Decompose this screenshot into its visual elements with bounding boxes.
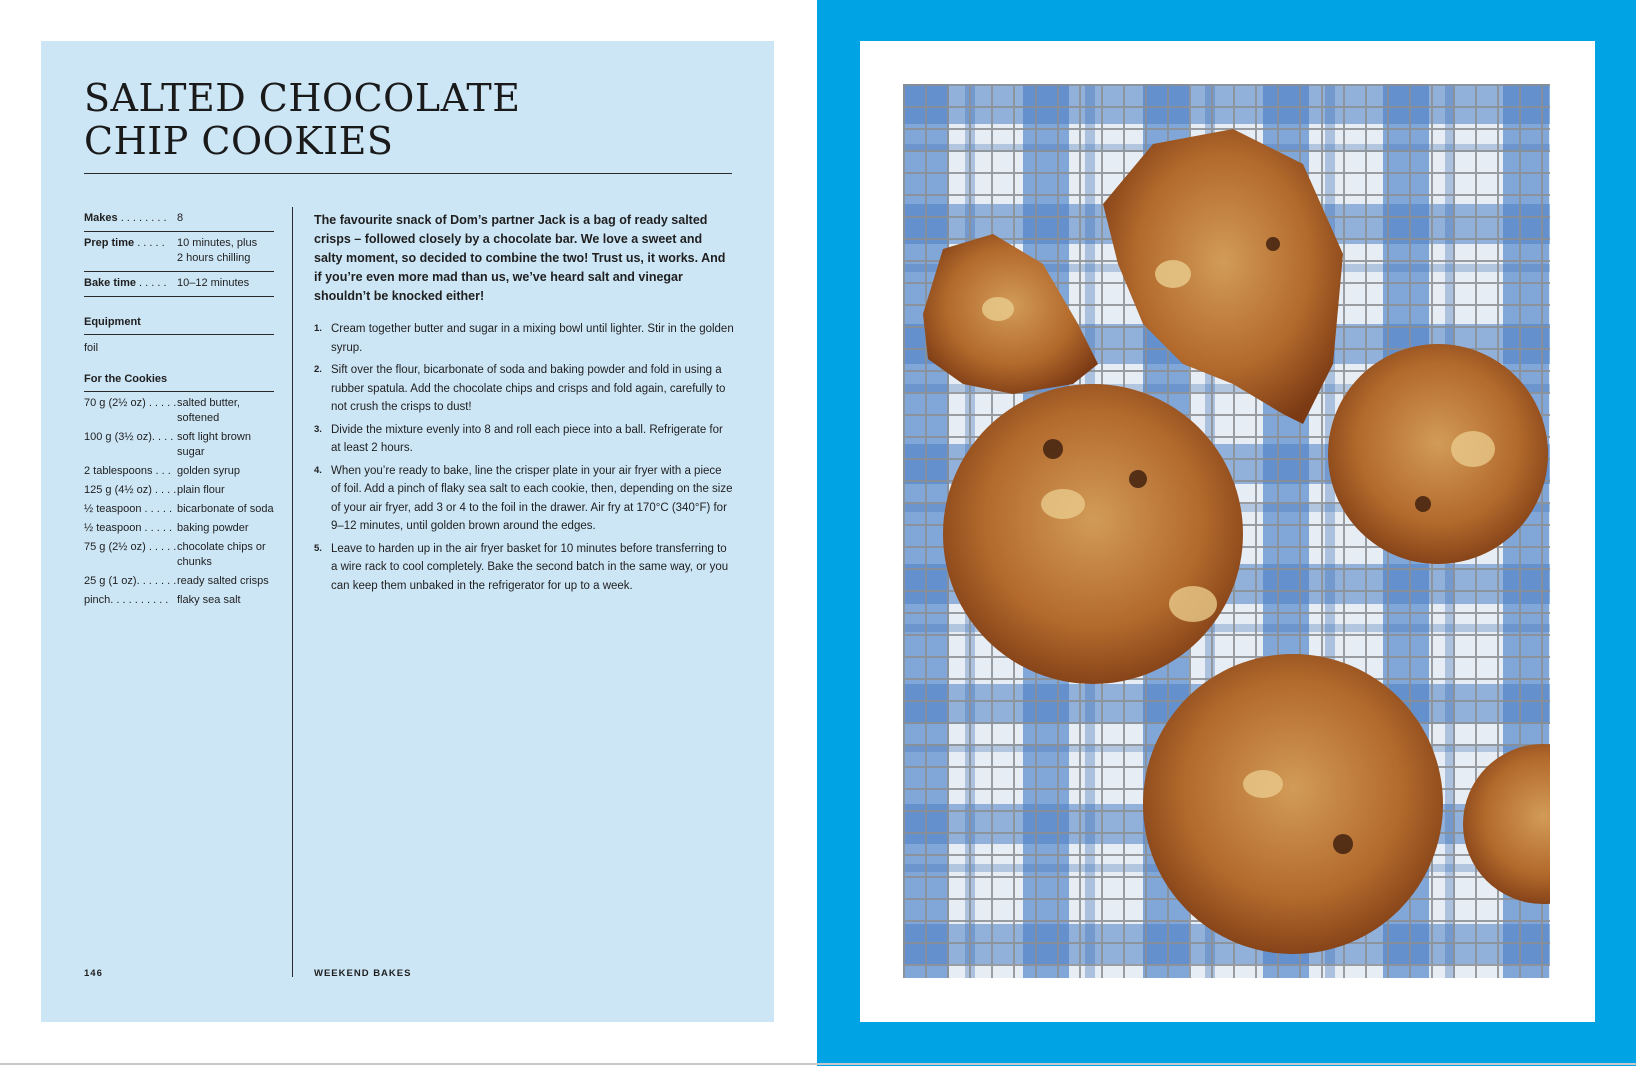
step-number: 2.: [314, 364, 322, 375]
bottom-rule: [0, 1063, 1636, 1065]
ingredient-name: ready salted crisps: [177, 575, 269, 587]
right-page: [817, 0, 1636, 1066]
ingredient-name: plain flour: [177, 484, 225, 496]
leader-dots: . . . . . . . .: [117, 212, 167, 224]
ingredient-quantity: 100 g (3½ oz). . . .: [84, 431, 174, 443]
recipe-title: [84, 77, 734, 163]
ingredient-row: [84, 430, 274, 460]
method-step: [314, 320, 734, 357]
ingredient-name: soft light brown sugar: [177, 431, 251, 458]
ingredient-row: [84, 521, 274, 536]
ingredient-row: [84, 396, 274, 426]
equipment-item: foil: [84, 342, 99, 354]
title-rule: [84, 173, 732, 174]
chocolate-chip: [1043, 439, 1063, 459]
ingredient-quantity: 70 g (2½ oz) . . . . .: [84, 397, 177, 409]
method-step: [314, 462, 734, 536]
meta-prep-time: [84, 232, 274, 272]
method-step: [314, 540, 734, 596]
step-text: Cream together butter and sugar in a mixing bowl until lighter. Stir in the golden syrup.: [331, 323, 734, 354]
meta-bake-time: [84, 272, 274, 297]
ingredient-row: [84, 540, 274, 570]
crisp-piece: [1451, 431, 1495, 467]
chocolate-chip: [1129, 470, 1147, 488]
cookies-photo: [903, 84, 1550, 978]
leader-dots: . . . . .: [134, 237, 165, 249]
meta-value: 8: [177, 212, 184, 224]
cookie-left: [943, 384, 1243, 684]
ingredient-name: flaky sea salt: [177, 594, 241, 606]
crisp-piece: [1041, 489, 1085, 519]
step-text: Sift over the flour, bicarbonate of soda and baking powder and fold in using a rubber spatula. Add the chocolate chips and crisps and fold again, carefully to not crush the crisps to dust!: [331, 364, 726, 413]
ingredient-quantity: 75 g (2½ oz) . . . . .: [84, 541, 177, 553]
method-steps: [314, 320, 734, 595]
ingredient-quantity: 25 g (1 oz). . . . . . .: [84, 575, 177, 587]
ingredient-row: [84, 464, 274, 479]
recipe-intro: The favourite snack of Dom’s partner Jack is a bag of ready salted crisps – followed closely by a chocolate bar. We love a sweet and salty moment, so decided to combine the two! Trust us, it works. And if you’re even more mad than us, we’ve heard salt and vinegar shouldn’t be knocked either!: [314, 213, 726, 303]
method-step: [314, 421, 734, 458]
ingredient-row: [84, 502, 274, 517]
section-name: WEEKEND BAKES: [314, 968, 412, 979]
photo-frame: [860, 41, 1595, 1022]
chocolate-chip: [1415, 496, 1431, 512]
ingredient-row: [84, 483, 274, 498]
ingredients-heading: For the Cookies: [84, 372, 274, 392]
ingredient-name: golden syrup: [177, 465, 240, 477]
step-number: 5.: [314, 542, 322, 554]
method-step: [314, 361, 734, 417]
crisp-piece: [1155, 260, 1191, 288]
recipe-details-column: [84, 207, 274, 612]
chocolate-chip: [1333, 834, 1353, 854]
crisp-piece: [982, 297, 1014, 321]
cookie-right: [1328, 344, 1548, 564]
step-text: When you’re ready to bake, line the crisper plate in your air fryer with a piece of foil. Add a pinch of flaky sea salt to each cookie, then, depending on the size of your air fryer, add 3 or 4 to the foil in the drawer. Air fry at 170°C (340°F) for 9–12 minutes, until golden brown around the edges.: [331, 464, 733, 532]
recipe-title-line-2: CHIP COOKIES: [84, 119, 394, 163]
left-page: [0, 0, 817, 1066]
ingredient-name: bicarbonate of soda: [177, 503, 274, 515]
cookie-bottom: [1143, 654, 1443, 954]
meta-value: 10–12 minutes: [177, 277, 250, 289]
meta-label: Prep time: [84, 237, 135, 249]
leader-dots: . . . . .: [135, 277, 167, 289]
meta-label: Makes: [84, 212, 118, 224]
ingredient-row: [84, 593, 274, 608]
ingredient-quantity: 125 g (4½ oz) . . . .: [84, 484, 177, 496]
meta-value: 10 minutes, plus 2 hours chilling: [177, 237, 258, 264]
method-column: [314, 211, 734, 599]
step-number: 3.: [314, 423, 322, 435]
page-number: 146: [84, 968, 103, 979]
recipe-panel: [41, 41, 774, 1022]
ingredient-quantity: ½ teaspoon . . . . .: [84, 522, 173, 534]
ingredient-quantity: ½ teaspoon . . . . .: [84, 503, 173, 515]
step-text: Leave to harden up in the air fryer basket for 10 minutes before transferring to a wire rack to cool completely. Bake the second batch in the same way, or you can keep them unbaked in the refrigerator for up to a week.: [331, 542, 729, 592]
cookies-on-rack-illustration: [903, 84, 1550, 978]
step-number: 4.: [314, 464, 322, 476]
column-divider: [292, 207, 293, 977]
ingredient-name: salted butter, softened: [177, 397, 240, 424]
ingredient-name: chocolate chips or chunks: [177, 541, 266, 568]
ingredient-name: baking powder: [177, 522, 249, 534]
meta-makes: [84, 207, 274, 232]
chocolate-chip: [1266, 237, 1280, 251]
equipment-heading: Equipment: [84, 315, 274, 335]
crisp-piece: [1243, 770, 1283, 798]
ingredient-quantity: pinch. . . . . . . . . .: [84, 594, 169, 606]
recipe-title-line-1: SALTED CHOCOLATE: [84, 76, 521, 120]
crisp-piece: [1169, 586, 1217, 622]
step-number: 1.: [314, 323, 322, 334]
ingredient-quantity: 2 tablespoons . . .: [84, 465, 171, 477]
meta-label: Bake time: [84, 277, 136, 289]
ingredient-row: [84, 574, 274, 589]
ingredients-list: [84, 396, 274, 608]
step-text: Divide the mixture evenly into 8 and roll each piece into a ball. Refrigerate for at least 2 hours.: [331, 423, 723, 454]
